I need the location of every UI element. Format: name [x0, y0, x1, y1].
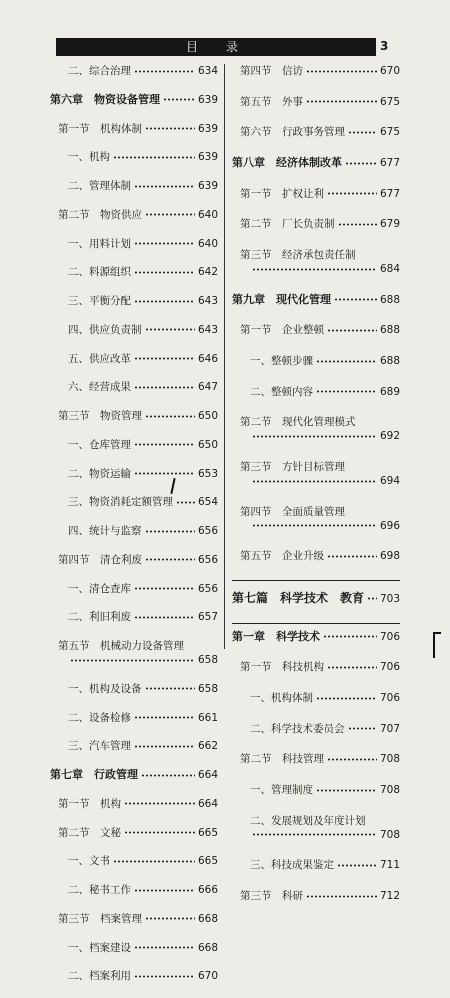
- toc-entry-label: 二、发展规划及年度计划: [250, 814, 366, 827]
- toc-entry-label: 一、用料计划: [68, 237, 131, 250]
- dot-leader: [252, 268, 377, 271]
- dot-leader: [145, 328, 195, 331]
- toc-entry-page: 647: [197, 381, 218, 394]
- dot-leader: [338, 223, 377, 226]
- toc-entry-page: 658: [197, 654, 218, 666]
- dot-leader: [134, 716, 195, 719]
- toc-entry-page: 707: [379, 722, 400, 735]
- dot-leader: [113, 860, 195, 863]
- toc-entry-label: 三、汽车管理: [68, 740, 131, 753]
- toc-entry: [50, 208, 218, 222]
- toc-entry: [232, 591, 400, 606]
- part-rule-bottom: [232, 623, 400, 624]
- dot-leader: [337, 864, 377, 867]
- toc-entry-page: 664: [197, 797, 218, 810]
- toc-entry-label: 五、供应改革: [68, 352, 131, 365]
- toc-entry-label: 一、机构及设备: [68, 682, 142, 695]
- toc-entry-page: 688: [379, 293, 400, 306]
- dot-leader: [134, 587, 195, 590]
- toc-entry: [50, 237, 218, 251]
- toc-entry-page: 675: [379, 95, 400, 108]
- toc-entry-page: 639: [197, 93, 218, 106]
- toc-entry-label: 四、统计与监察: [68, 525, 142, 537]
- toc-left-column: [50, 64, 218, 998]
- toc-entry-label: 第三节 方针目标管理: [240, 461, 345, 474]
- toc-entry: [232, 217, 400, 231]
- toc-entry-page: 639: [197, 151, 218, 164]
- toc-entry: [50, 610, 218, 624]
- toc-entry: [50, 639, 218, 667]
- part-rule-top: [232, 580, 400, 581]
- toc-entry-label: 一、档案建设: [68, 941, 131, 954]
- dot-leader: [134, 889, 195, 892]
- toc-entry-label: 第二节 物资供应: [58, 208, 142, 221]
- dot-leader: [316, 697, 377, 700]
- toc-entry: [232, 95, 400, 109]
- dot-leader: [134, 185, 195, 188]
- toc-entry-page: 656: [197, 582, 218, 595]
- dot-leader: [367, 597, 377, 600]
- toc-entry-page: 668: [197, 941, 218, 954]
- toc-entry: [232, 187, 400, 201]
- dot-leader: [316, 390, 377, 393]
- dot-leader: [327, 666, 377, 669]
- dot-leader: [252, 480, 377, 483]
- toc-entry: [50, 352, 218, 366]
- toc-entry-page: 665: [197, 826, 218, 839]
- toc-entry-label: 第一节 扩权让利: [240, 187, 324, 200]
- dot-leader: [306, 70, 377, 73]
- toc-entry-page: 694: [379, 475, 400, 488]
- toc-entry: [50, 553, 218, 567]
- dot-leader: [316, 789, 377, 792]
- toc-entry: [232, 156, 400, 170]
- toc-entry-page: 670: [379, 65, 400, 77]
- toc-entry: [50, 93, 218, 107]
- dot-leader: [334, 298, 377, 301]
- dot-leader: [306, 100, 377, 103]
- toc-entry-label: 第一节 机构体制: [58, 122, 142, 135]
- toc-entry-page: 689: [379, 385, 400, 398]
- toc-entry-page: 703: [379, 593, 400, 606]
- toc-entry: [232, 660, 400, 674]
- toc-entry-label: 四、供应负责制: [68, 323, 142, 336]
- toc-entry-label: 一、机构: [68, 151, 110, 164]
- dot-leader: [124, 831, 195, 834]
- toc-entry: [232, 415, 400, 443]
- dot-leader: [345, 162, 377, 165]
- toc-entry-label: 六、经营成果: [68, 381, 131, 394]
- toc-entry-page: 643: [197, 323, 218, 336]
- dot-leader: [124, 802, 195, 805]
- dot-leader: [176, 501, 195, 504]
- toc-entry-page: 642: [197, 266, 218, 279]
- dot-leader: [141, 774, 195, 777]
- toc-entry: [232, 691, 400, 705]
- toc-entry-label: 第二节 厂长负责制: [240, 218, 335, 231]
- toc-entry: [232, 354, 400, 368]
- page-number: 3: [380, 39, 389, 53]
- toc-entry: [232, 783, 400, 797]
- toc-entry-page: 706: [379, 661, 400, 674]
- toc-entry: [50, 582, 218, 596]
- dot-leader: [145, 415, 195, 418]
- toc-entry: [50, 768, 218, 782]
- toc-entry: [50, 64, 218, 78]
- bracket-mark: [433, 632, 441, 658]
- toc-entry: [232, 460, 400, 488]
- toc-entry-label: 一、仓库管理: [68, 438, 131, 451]
- dot-leader: [70, 659, 195, 662]
- toc-entry-page: 684: [379, 263, 400, 276]
- toc-entry-page: 679: [379, 218, 400, 231]
- dot-leader: [134, 472, 195, 475]
- dot-leader: [252, 435, 377, 438]
- toc-entry: [50, 150, 218, 164]
- dot-leader: [145, 213, 195, 216]
- toc-entry-label: 第七章 行政管理: [50, 768, 138, 781]
- toc-entry: [50, 739, 218, 753]
- dot-leader: [134, 70, 195, 73]
- toc-entry: [232, 293, 400, 307]
- dot-leader: [348, 131, 377, 134]
- dot-leader: [113, 156, 195, 159]
- toc-entry-label: 二、综合治理: [68, 65, 131, 77]
- toc-entry: [50, 179, 218, 193]
- toc-entry: [232, 323, 400, 337]
- toc-entry-label: 第九章 现代化管理: [232, 292, 331, 306]
- toc-entry-label: 三、物资消耗定额管理: [68, 496, 173, 509]
- toc-entry-page: 708: [379, 753, 400, 766]
- toc-entry-page: 677: [379, 187, 400, 200]
- toc-entry-page: 706: [379, 630, 400, 643]
- toc-entry: [50, 941, 218, 955]
- toc-entry-page: 640: [197, 208, 218, 221]
- toc-entry: [50, 438, 218, 452]
- toc-entry-label: 一、清仓查库: [68, 582, 131, 595]
- toc-entry: [50, 969, 218, 983]
- toc-entry-page: 706: [379, 692, 400, 705]
- toc-entry: [232, 64, 400, 78]
- dot-leader: [327, 758, 377, 761]
- dot-leader: [134, 271, 195, 274]
- toc-entry-page: 675: [379, 126, 400, 139]
- toc-entry: [232, 248, 400, 276]
- toc-entry: [50, 797, 218, 811]
- column-divider: [224, 64, 225, 649]
- dot-leader: [306, 895, 377, 898]
- dot-leader: [327, 329, 377, 332]
- toc-entry-label: 第六节 行政事务管理: [240, 126, 345, 139]
- dot-leader: [163, 98, 195, 101]
- dot-leader: [252, 833, 377, 836]
- toc-entry-label: 一、机构体制: [250, 692, 313, 705]
- toc-entry-page: 712: [379, 890, 400, 903]
- toc-entry-page: 665: [197, 855, 218, 868]
- toc-entry-page: 650: [197, 410, 218, 422]
- dot-leader: [145, 687, 195, 690]
- toc-entry: [50, 495, 218, 509]
- toc-entry-page: 639: [197, 180, 218, 192]
- toc-entry-page: 670: [197, 970, 218, 983]
- toc-entry-page: 696: [379, 519, 400, 532]
- dot-leader: [348, 727, 377, 730]
- toc-entry: [232, 549, 400, 563]
- dot-leader: [327, 192, 377, 195]
- toc-entry-label: 第六章 物资设备管理: [50, 92, 160, 106]
- toc-entry-label: 第五节 机械动力设备管理: [58, 640, 184, 652]
- toc-entry-label: 第一章 科学技术: [232, 629, 320, 643]
- toc-entry-page: 688: [379, 324, 400, 337]
- toc-entry-label: 三、平衡分配: [68, 295, 131, 307]
- toc-entry-label: 第七篇 科学技术 教育: [232, 591, 365, 606]
- toc-entry-label: 第二节 现代化管理模式: [240, 416, 356, 429]
- toc-entry: [50, 524, 218, 538]
- toc-entry-page: 654: [197, 496, 218, 509]
- toc-entry-page: 640: [197, 237, 218, 250]
- toc-entry-page: 656: [197, 525, 218, 537]
- dot-leader: [145, 127, 195, 130]
- dot-leader: [134, 946, 195, 949]
- toc-entry: [50, 912, 218, 926]
- toc-entry-label: 第四节 清仓利废: [58, 553, 142, 566]
- toc-entry-page: 708: [379, 784, 400, 797]
- dot-leader: [316, 360, 377, 363]
- toc-entry: [50, 265, 218, 279]
- toc-entry-page: 646: [197, 352, 218, 365]
- dot-leader: [134, 242, 195, 245]
- toc-entry-label: 第四节 信访: [240, 65, 303, 77]
- toc-right-column: [232, 64, 400, 920]
- toc-entry: [232, 630, 400, 644]
- toc-entry-label: 第三节 经济承包责任制: [240, 249, 356, 262]
- toc-entry-label: 第三节 物资管理: [58, 410, 142, 422]
- toc-entry-label: 第一节 科技机构: [240, 661, 324, 674]
- toc-entry-page: 664: [197, 769, 218, 781]
- toc-entry: [50, 711, 218, 725]
- toc-entry: [50, 467, 218, 481]
- toc-entry-page: 688: [379, 355, 400, 368]
- toc-entry-page: 653: [197, 467, 218, 480]
- dot-leader: [134, 975, 195, 978]
- toc-entry-page: 662: [197, 740, 218, 753]
- toc-entry-label: 二、整顿内容: [250, 385, 313, 398]
- toc-entry-page: 668: [197, 912, 218, 925]
- toc-entry-page: 657: [197, 611, 218, 624]
- dot-leader: [134, 386, 195, 389]
- running-header-title: 目 录: [56, 38, 376, 56]
- toc-entry-label: 二、设备检修: [68, 711, 131, 724]
- dot-leader: [145, 917, 195, 920]
- toc-entry-page: 643: [197, 295, 218, 307]
- dot-leader: [134, 745, 195, 748]
- toc-entry-label: 第五节 企业升级: [240, 550, 324, 563]
- toc-entry-label: 二、管理体制: [68, 180, 131, 192]
- toc-entry: [50, 122, 218, 136]
- toc-entry: [50, 883, 218, 897]
- toc-entry-label: 一、文书: [68, 855, 110, 868]
- toc-entry-label: 第三节 科研: [240, 890, 303, 903]
- dot-leader: [134, 616, 195, 619]
- toc-entry: [50, 323, 218, 337]
- toc-entry-label: 第二节 文秘: [58, 826, 121, 839]
- toc-entry: [50, 682, 218, 696]
- dot-leader: [323, 635, 377, 638]
- dot-leader: [145, 530, 195, 533]
- toc-entry-label: 二、料源组织: [68, 266, 131, 279]
- toc-entry-label: 二、科学技术委员会: [250, 722, 345, 735]
- toc-entry-label: 第二节 科技管理: [240, 753, 324, 766]
- toc-entry-label: 二、秘书工作: [68, 884, 131, 896]
- toc-entry-page: 634: [197, 65, 218, 77]
- toc-entry-page: 656: [197, 553, 218, 566]
- toc-entry-page: 639: [197, 122, 218, 135]
- dot-leader: [134, 443, 195, 446]
- toc-entry: [232, 858, 400, 872]
- toc-entry-label: 二、物资运输: [68, 467, 131, 480]
- toc-entry-label: 一、整顿步骤: [250, 355, 313, 368]
- toc-entry-label: 三、科技成果鉴定: [250, 859, 334, 872]
- toc-entry: [50, 409, 218, 423]
- dot-leader: [327, 555, 377, 558]
- dot-leader: [134, 300, 195, 303]
- toc-entry-page: 658: [197, 682, 218, 695]
- toc-entry-page: 661: [197, 711, 218, 724]
- toc-entry: [232, 814, 400, 842]
- toc-entry-page: 677: [379, 157, 400, 170]
- toc-entry-page: 698: [379, 550, 400, 563]
- toc-entry: [232, 385, 400, 399]
- toc-entry-label: 二、档案利用: [68, 970, 131, 983]
- toc-entry-page: 692: [379, 430, 400, 443]
- toc-entry: [232, 889, 400, 903]
- toc-entry: [50, 826, 218, 840]
- toc-entry-label: 一、管理制度: [250, 784, 313, 797]
- toc-entry-page: 711: [379, 859, 400, 872]
- toc-entry: [232, 752, 400, 766]
- toc-entry-label: 第一节 机构: [58, 797, 121, 810]
- toc-entry: [232, 722, 400, 736]
- toc-entry-label: 第三节 档案管理: [58, 912, 142, 925]
- toc-entry-label: 第八章 经济体制改革: [232, 156, 342, 170]
- toc-entry: [232, 505, 400, 533]
- dot-leader: [145, 558, 195, 561]
- toc-entry-label: 二、利旧利废: [68, 611, 131, 624]
- dot-leader: [134, 357, 195, 360]
- toc-entry-label: 第四节 全面质量管理: [240, 505, 345, 518]
- toc-entry-label: 第一节 企业整顿: [240, 324, 324, 337]
- toc-entry-label: 第五节 外事: [240, 95, 303, 108]
- toc-entry: [50, 294, 218, 308]
- toc-entry: [50, 380, 218, 394]
- toc-entry-page: 708: [379, 828, 400, 841]
- toc-entry: [232, 125, 400, 139]
- toc-entry: [50, 854, 218, 868]
- dot-leader: [252, 524, 377, 527]
- toc-entry-page: 650: [197, 438, 218, 451]
- toc-entry-page: 666: [197, 884, 218, 896]
